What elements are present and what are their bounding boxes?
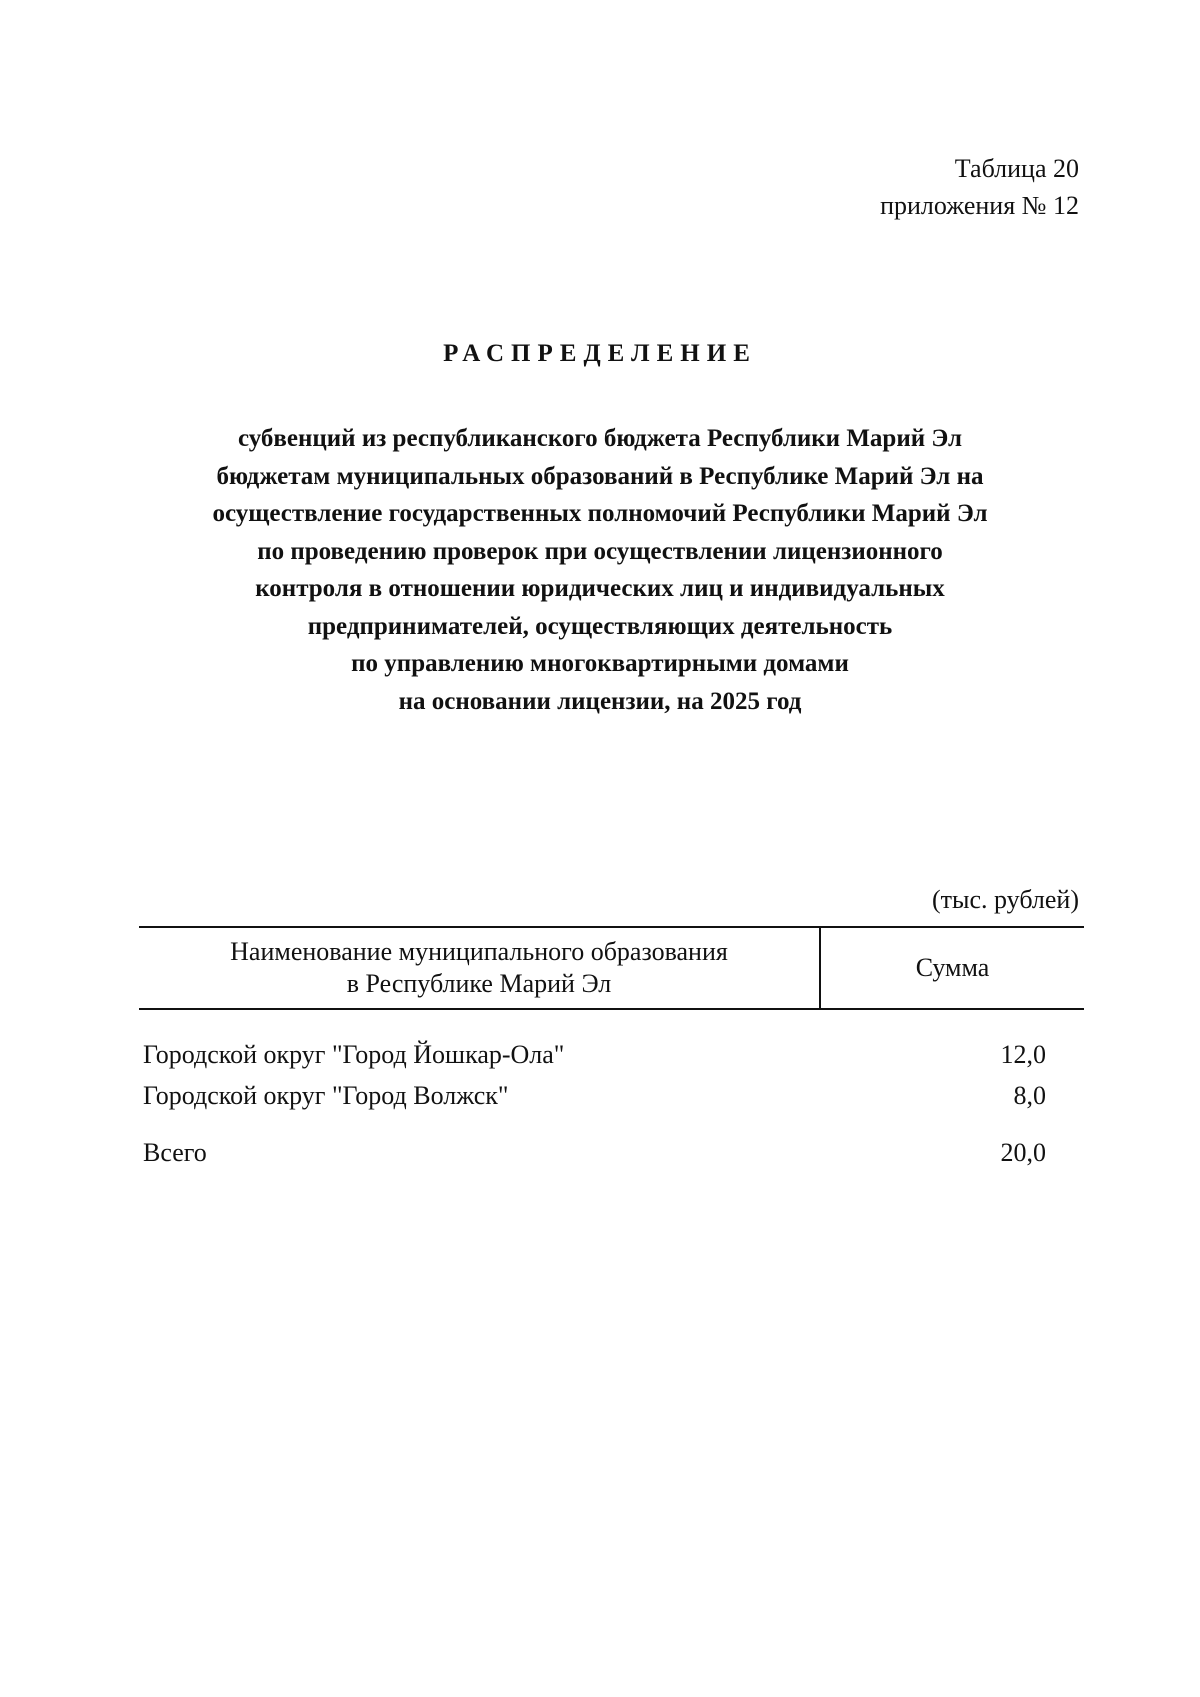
- total-label: Всего: [143, 1138, 207, 1167]
- table-row: [143, 1081, 1046, 1111]
- table-reference: [880, 150, 1079, 224]
- subtitle-line: бюджетам муниципальных образований в Республике Марий Эл на: [216, 462, 984, 490]
- appendix-number: приложения № 12: [880, 191, 1079, 220]
- subtitle-line: осуществление государственных полномочий Республики Марий Эл: [212, 500, 988, 527]
- document-subtitle: [140, 420, 1060, 720]
- table-header: [139, 926, 1084, 1010]
- subtitle-line: субвенций из республиканского бюджета Республики Марий Эл: [237, 425, 963, 452]
- header-sum-column: Сумма: [915, 953, 990, 982]
- row-name: Городской округ "Город Йошкар-Ола": [143, 1040, 565, 1069]
- table-total-row: [143, 1138, 1046, 1168]
- header-name-line: Наименование муниципального образования: [230, 937, 728, 966]
- header-name-line: в Республике Марий Эл: [346, 969, 612, 998]
- total-sum: 20,0: [1000, 1138, 1046, 1167]
- row-sum: 8,0: [1013, 1081, 1046, 1110]
- row-name: Городской округ "Город Волжск": [143, 1081, 509, 1110]
- row-sum: 12,0: [1000, 1040, 1046, 1069]
- subtitle-line: на основании лицензии, на 2025 год: [398, 687, 802, 715]
- table-row: [143, 1040, 1046, 1070]
- document-heading: РАСПРЕДЕЛЕНИЕ: [443, 340, 757, 367]
- table-number: Таблица 20: [954, 154, 1079, 183]
- subtitle-line: контроля в отношении юридических лиц и индивидуальных: [255, 575, 945, 602]
- units-label: (тыс. рублей): [931, 885, 1079, 914]
- subtitle-line: по управлению многоквартирными домами: [351, 650, 849, 677]
- subtitle-line: предпринимателей, осуществляющих деятельность: [307, 612, 893, 640]
- header-name-column: [139, 928, 821, 1008]
- subtitle-line: по проведению проверок при осуществлении лицензионного: [257, 537, 943, 565]
